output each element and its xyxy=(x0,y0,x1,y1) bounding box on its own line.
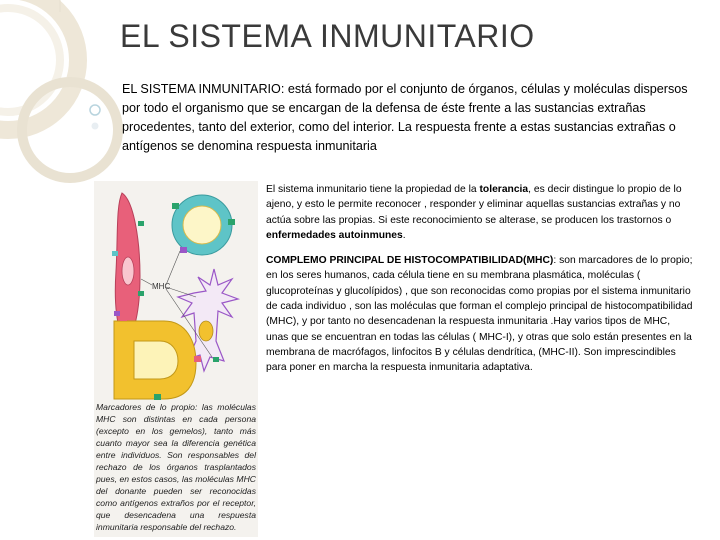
mhc-marker xyxy=(194,356,201,362)
intro-paragraph: EL SISTEMA INMUNITARIO: está formado por el conjunto de órganos, células y moléculas dispersos por todo el organismo que se encargan de la defensa de éste frente a las sustancias extrañas procedentes, tanto del exterior, como del interior. La respuesta frente a estas sustancias extrañas o antígenos se denomina respuesta inmunitaria xyxy=(122,82,688,153)
term-mhc-heading: COMPLEMO PRINCIPAL DE HISTOCOMPATIBILIDAD(MHC) xyxy=(266,255,554,267)
pointer-line xyxy=(141,279,152,285)
mhc-marker xyxy=(172,203,179,209)
text-span: . xyxy=(402,229,406,241)
mhc-marker xyxy=(180,247,187,253)
mhc-paragraph xyxy=(266,253,694,375)
figure-caption: Marcadores de lo propio: las moléculas MHC son distintas en cada persona (excepto en los gemelos), tanto más cuanto mayor sea la diferencia genética entre individuos. Son responsables del rechazo de los órganos trasplantados pues, en estos casos, las moléculas MHC del donante pueden ser reconocidas como antígenos extraños por el receptor, que desencadena una respuesta inmunitaria responsable del rechazo. xyxy=(96,402,256,532)
deco-dot-small xyxy=(92,123,99,130)
cells-illustration xyxy=(94,181,258,401)
dendritic-nucleus xyxy=(199,321,213,341)
main-body-text xyxy=(266,182,694,386)
pointer-line xyxy=(166,251,180,285)
deco-dot-outline xyxy=(90,105,100,115)
cell-nucleus xyxy=(122,257,134,285)
mhc-marker xyxy=(228,219,235,225)
text-span: El sistema inmunitario tiene la propiedad de la xyxy=(266,184,480,195)
term-enfermedades-autoinmunes: enfermedades autoinmunes xyxy=(266,229,403,241)
round-cell-nucleus xyxy=(183,206,221,244)
mhc-marker xyxy=(138,291,144,296)
mhc-label: MHC xyxy=(152,282,171,291)
tolerance-paragraph xyxy=(266,182,694,243)
text-span: , es decir distingue lo propio de lo ajeno, y esto le permite reconocer , responder y eliminar aquellas sustancias extrañas y no actúa sobre las propias. Si este reconocimiento se alterase, se producen los trastornos o xyxy=(266,184,682,226)
mhc-marker xyxy=(138,221,144,226)
mhc-marker xyxy=(213,357,219,362)
mhc-marker xyxy=(120,315,127,321)
text-span: : son marcadores de lo propio; en los seres humanos, cada célula tiene en su membrana plasmática, moléculas ( glucoproteínas y glucolípidos) , que son reconocidas como propias por el sistema inmunitario de cada individuo , son las moléculas que forman el complejo principal de histocompatibilidad (MHC), y por tanto no desencadenan la respuesta inmunitaria .Hay varios tipos de MHC, unas que se encuentran en todas las células ( MHC-I), y otras que solo están presentes en la membrana de macrófagos, linfocitos B y células dendrítica, (MHC-II). Son imprescindibles para poner en marcha la respuesta inmunitaria adaptativa. xyxy=(266,255,693,374)
mhc-marker xyxy=(112,251,118,256)
mhc-marker xyxy=(154,394,161,400)
mhc-marker xyxy=(114,311,120,316)
d-cell-nucleus xyxy=(134,341,178,379)
term-tolerancia: tolerancia xyxy=(479,184,529,195)
page-title: EL SISTEMA INMUNITARIO xyxy=(120,18,535,54)
